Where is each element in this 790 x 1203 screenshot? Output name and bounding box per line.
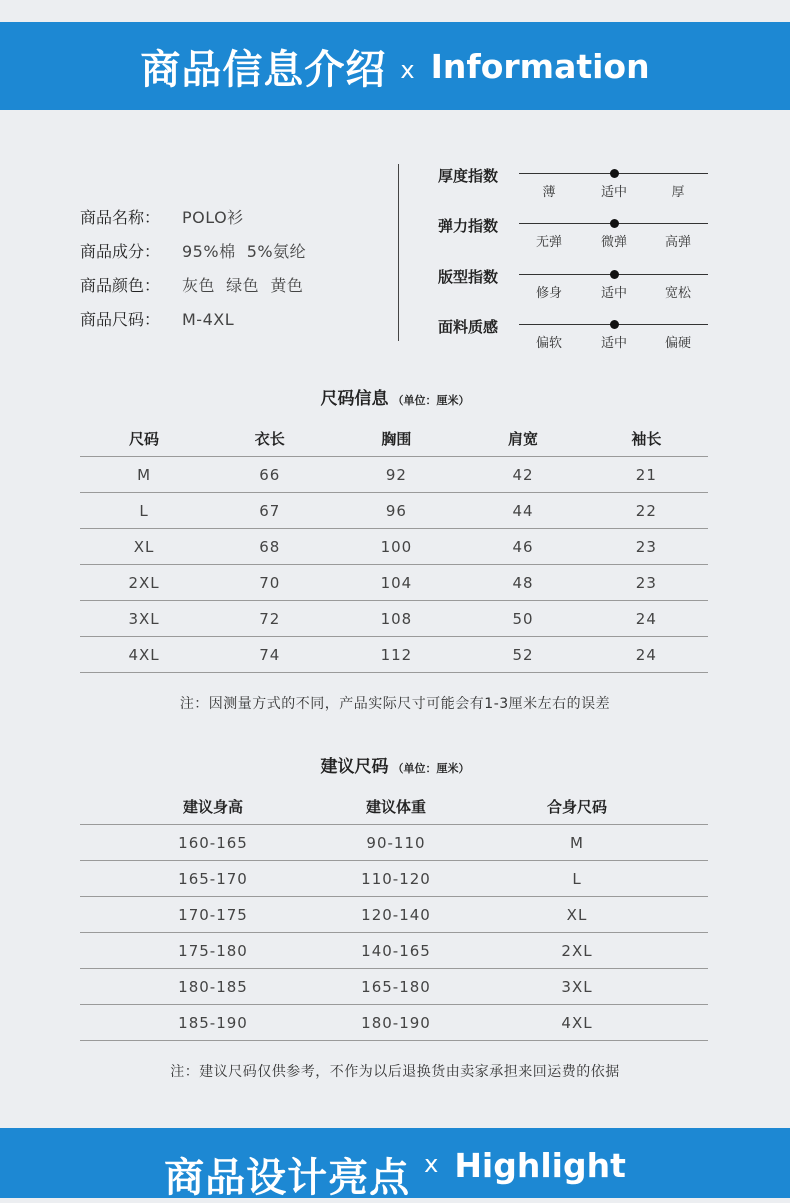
product-size-value: M-4XL xyxy=(182,310,235,329)
product-info-row xyxy=(80,303,306,337)
size-table-note: 注：因测量方式的不同，产品实际尺寸可能会有1-3厘米左右的误差 xyxy=(179,696,611,712)
table-cell: M xyxy=(446,825,708,861)
table-cell: 120-140 xyxy=(346,897,446,933)
table-cell: 110-120 xyxy=(346,861,446,897)
header-banner xyxy=(0,22,790,110)
index-option: 宽松 xyxy=(664,286,691,301)
table-cell: 2XL xyxy=(80,565,208,601)
fabric-texture-index xyxy=(438,316,708,356)
table-row xyxy=(80,861,708,897)
index-marker-dot xyxy=(610,270,619,279)
product-info-row xyxy=(80,235,306,269)
index-option: 适中 xyxy=(600,336,627,351)
table-row xyxy=(80,493,708,529)
table-cell: 90-110 xyxy=(346,825,446,861)
table-cell: 68 xyxy=(208,529,331,565)
size-table xyxy=(80,420,708,673)
index-option: 修身 xyxy=(535,286,562,301)
table-row xyxy=(80,637,708,673)
table-cell: 46 xyxy=(461,529,584,565)
table-cell: 140-165 xyxy=(346,933,446,969)
size-table-unit: （单位：厘米） xyxy=(392,394,470,407)
table-cell: 4XL xyxy=(446,1005,708,1041)
column-header: 衣长 xyxy=(208,420,331,457)
table-cell: XL xyxy=(80,529,208,565)
recommend-table xyxy=(80,788,708,1041)
index-option: 厚 xyxy=(671,185,685,200)
column-header: 合身尺码 xyxy=(446,788,708,825)
divider-line xyxy=(398,164,399,341)
table-cell: 112 xyxy=(331,637,461,673)
table-cell: 185-190 xyxy=(80,1005,346,1041)
column-header: 肩宽 xyxy=(461,420,584,457)
table-cell: 165-180 xyxy=(346,969,446,1005)
table-cell: 21 xyxy=(585,457,708,493)
product-material-value: 95%棉 5%氨纶 xyxy=(182,242,307,261)
index-option: 适中 xyxy=(600,185,627,200)
table-cell: 3XL xyxy=(80,601,208,637)
table-cell: L xyxy=(80,493,208,529)
table-cell: 180-190 xyxy=(346,1005,446,1041)
highlight-title-en: Highlight xyxy=(454,1146,626,1185)
size-table-title-text: 尺码信息 xyxy=(320,389,389,409)
column-header: 胸围 xyxy=(331,420,461,457)
index-option: 薄 xyxy=(542,185,556,200)
table-cell: 175-180 xyxy=(80,933,346,969)
product-size-label: 商品尺码： xyxy=(80,310,161,329)
table-cell: 180-185 xyxy=(80,969,346,1005)
table-cell: 96 xyxy=(331,493,461,529)
fit-index xyxy=(438,266,708,306)
table-cell: 3XL xyxy=(446,969,708,1005)
table-cell: 160-165 xyxy=(80,825,346,861)
recommend-table-unit: （单位：厘米） xyxy=(392,762,470,775)
table-row xyxy=(80,457,708,493)
table-row xyxy=(80,565,708,601)
table-cell: 23 xyxy=(585,529,708,565)
product-info-row xyxy=(80,269,306,303)
column-header: 尺码 xyxy=(80,420,208,457)
header-separator: x xyxy=(400,56,415,84)
product-material-label: 商品成分： xyxy=(80,242,161,261)
header-title-zh: 商品信息介绍 xyxy=(140,46,387,93)
table-cell: 48 xyxy=(461,565,584,601)
index-option: 适中 xyxy=(600,286,627,301)
index-option: 偏硬 xyxy=(664,336,691,351)
highlight-separator: x xyxy=(424,1150,439,1178)
table-header-row xyxy=(80,788,708,825)
table-cell: 108 xyxy=(331,601,461,637)
recommend-table-note: 注：建议尺码仅供参考，不作为以后退换货由卖家承担来回运费的依据 xyxy=(170,1064,620,1080)
index-option: 高弹 xyxy=(664,235,691,250)
table-cell: 50 xyxy=(461,601,584,637)
index-marker-dot xyxy=(610,320,619,329)
product-color-label: 商品颜色： xyxy=(80,276,161,295)
table-cell: 52 xyxy=(461,637,584,673)
product-color-value: 灰色 绿色 黄色 xyxy=(182,276,304,295)
column-header: 袖长 xyxy=(585,420,708,457)
table-cell: 44 xyxy=(461,493,584,529)
product-info xyxy=(80,201,306,337)
column-header: 建议体重 xyxy=(346,788,446,825)
table-cell: 42 xyxy=(461,457,584,493)
highlight-title-zh: 商品设计亮点 xyxy=(164,1155,411,1201)
table-row xyxy=(80,969,708,1005)
table-cell: 67 xyxy=(208,493,331,529)
product-info-row xyxy=(80,201,306,235)
table-cell: 165-170 xyxy=(80,861,346,897)
table-cell: 100 xyxy=(331,529,461,565)
table-cell: L xyxy=(446,861,708,897)
table-row xyxy=(80,1005,708,1041)
index-name: 面料质感 xyxy=(438,318,499,336)
table-row xyxy=(80,933,708,969)
table-cell: 104 xyxy=(331,565,461,601)
table-cell: 2XL xyxy=(446,933,708,969)
recommend-table-title-text: 建议尺码 xyxy=(320,757,389,777)
table-row xyxy=(80,529,708,565)
table-cell: 22 xyxy=(585,493,708,529)
table-cell: 170-175 xyxy=(80,897,346,933)
table-cell: 70 xyxy=(208,565,331,601)
table-cell: 66 xyxy=(208,457,331,493)
table-row xyxy=(80,897,708,933)
index-marker-dot xyxy=(610,219,619,228)
table-cell: 24 xyxy=(585,637,708,673)
index-option: 偏软 xyxy=(535,336,562,351)
table-cell: XL xyxy=(446,897,708,933)
table-cell: 24 xyxy=(585,601,708,637)
table-cell: 4XL xyxy=(80,637,208,673)
highlight-banner xyxy=(0,1128,790,1201)
table-cell: 74 xyxy=(208,637,331,673)
index-name: 版型指数 xyxy=(438,268,499,286)
column-header: 建议身高 xyxy=(80,788,346,825)
product-name-value: POLO衫 xyxy=(182,208,244,227)
table-cell: 72 xyxy=(208,601,331,637)
table-cell: 92 xyxy=(331,457,461,493)
recommend-table-title xyxy=(0,752,790,777)
elasticity-index xyxy=(438,215,708,255)
table-row xyxy=(80,601,708,637)
header-title-en: Information xyxy=(430,46,650,86)
size-table-title xyxy=(0,384,790,409)
index-option: 无弹 xyxy=(535,235,562,250)
index-name: 弹力指数 xyxy=(438,217,499,235)
table-row xyxy=(80,825,708,861)
table-header-row xyxy=(80,420,708,457)
product-name-label: 商品名称： xyxy=(80,208,161,227)
table-cell: 23 xyxy=(585,565,708,601)
table-cell: M xyxy=(80,457,208,493)
index-marker-dot xyxy=(610,169,619,178)
index-option: 微弹 xyxy=(600,235,627,250)
index-name: 厚度指数 xyxy=(438,167,499,185)
thickness-index xyxy=(438,165,708,205)
